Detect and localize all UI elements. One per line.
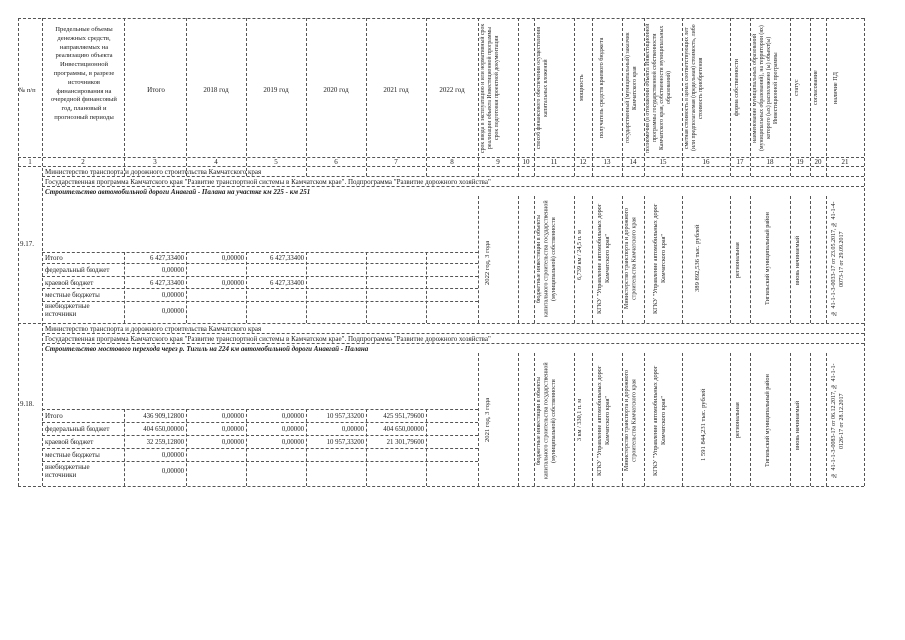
- col-border: [534, 353, 535, 486]
- column-number: 8: [450, 158, 454, 166]
- header-col-powers: полномочия (в отношении объекта Инвестиционной программы государственной собственности Камчатского края, собственности муниципальных образований): [645, 23, 672, 153]
- col-border: [730, 18, 731, 176]
- header-col-2021: 2021 год: [383, 86, 409, 94]
- object2-bottom-border: [18, 486, 864, 487]
- o1-term: 2022 год, 3 года: [484, 241, 491, 286]
- col-border: [534, 18, 535, 176]
- o2-regional-2020: 10 957,33200: [326, 439, 364, 446]
- col-border: [730, 353, 731, 486]
- col-border: [644, 196, 645, 323]
- o2-ownership: региональная: [734, 402, 741, 438]
- col-border: [810, 353, 811, 486]
- o1-customer: Министерство транспорта и дорожного строительства Камчатского края: [624, 208, 638, 310]
- o1-design: № 41-1-1-3-0033-17 от 23.05.2017, № 41-1-4-0073-17 от 29.09.2017: [831, 201, 845, 317]
- column-number: 20: [814, 158, 822, 166]
- o1-row-line: [42, 263, 478, 264]
- o2-total-2021: 425 951,79600: [383, 413, 424, 420]
- row-label-total: Итого: [45, 412, 63, 420]
- col-border: [534, 196, 535, 323]
- column-number: 17: [736, 158, 744, 166]
- o1-status: вновь начинаемый: [794, 235, 801, 285]
- o2-cost: 1 591 844,231 тыс. рублей: [700, 388, 707, 462]
- column-number: 2: [81, 158, 85, 166]
- o2-powers: КГКУ "Управление автомобильных дорог Камчатского края": [652, 365, 667, 477]
- o1-regional-2018: 0,00000: [221, 280, 244, 287]
- header-col-ownership: форма собственности: [733, 59, 740, 117]
- col-border: [750, 353, 751, 486]
- col-border: [306, 18, 307, 176]
- object-title: Строительство мостового перехода через р. Тигиль на 224 км автомобильной дороги Анавгай - Палана: [45, 345, 369, 353]
- o2-federal-2019: 0,00000: [281, 426, 304, 433]
- column-number: 9: [496, 158, 500, 166]
- column-number: 10: [522, 158, 530, 166]
- col-border: [790, 18, 791, 176]
- o2-municipality: Тигильский муниципальный район: [764, 374, 771, 468]
- ministry-heading: Министерство транспорта и дорожного строительства Камчатского края: [45, 325, 262, 333]
- row-label-extrabudget: внебюджетные источники: [45, 302, 90, 318]
- o2-design: № 41-1-1-3-0083-17 от 06.12.2017, № 41-1-1-0126-17 от 28.12.2017: [831, 363, 845, 479]
- col-border: [574, 18, 575, 176]
- col-border: [124, 18, 125, 176]
- column-number: 12: [579, 158, 587, 166]
- col-border: [730, 196, 731, 323]
- o1-finance: бюджетные инвестиции в объекты капитального строительства государственной (муниципальной) собственности: [536, 200, 557, 318]
- header-col-recipient: получатель средств краевого бюджета: [598, 37, 605, 139]
- col-border: [592, 353, 593, 486]
- column-number: 4: [214, 158, 218, 166]
- o1-municipality: Тигильский муниципальный район: [764, 212, 771, 306]
- object-number: 9.18.: [20, 400, 34, 408]
- o1-regional-total: 6 427,33400: [150, 280, 184, 287]
- o2-total-2018: 0,00000: [221, 413, 244, 420]
- o2-total-2019: 0,00000: [281, 413, 304, 420]
- o1-total-2019: 6 427,33400: [270, 255, 304, 262]
- o1-total-total: 6 427,33400: [150, 255, 184, 262]
- o2-extra-total: 0,00000: [161, 468, 184, 475]
- o2-federal-2021: 404 650,00000: [383, 426, 424, 433]
- o1-row-line: [42, 276, 478, 277]
- column-number: 16: [702, 158, 710, 166]
- header-col-capacity: мощность: [578, 74, 585, 102]
- o1-ownership: региональная: [734, 242, 741, 278]
- col-border: [790, 196, 791, 323]
- column-number: 14: [629, 158, 637, 166]
- col-border: [826, 18, 827, 176]
- header-col-2020: 2020 год: [323, 86, 349, 94]
- col-border: [574, 353, 575, 486]
- column-number: 19: [796, 158, 804, 166]
- o2-total-total: 436 909,12800: [143, 413, 184, 420]
- col-border: [518, 353, 519, 486]
- row-label-regional: краевой бюджет: [45, 279, 94, 287]
- row-label-extrabudget: внебюджетные источники: [45, 463, 90, 479]
- o2-term: 2021 год, 3 года: [484, 398, 491, 443]
- col-border: [810, 18, 811, 176]
- o2-total-2020: 10 957,33200: [326, 413, 364, 420]
- header-col-status: статус: [793, 79, 800, 97]
- o1-extra-total: 0,00000: [161, 308, 184, 315]
- col-border: [426, 18, 427, 176]
- o1-total-2018: 0,00000: [221, 255, 244, 262]
- o1-cost: 389 892,536 тыс. рублей: [694, 224, 701, 292]
- o2-customer: Министерство транспорта и дорожного строительства Камчатского края: [624, 370, 638, 472]
- col-border: [790, 353, 791, 486]
- col-border: [426, 252, 427, 323]
- col-border: [366, 252, 367, 323]
- col-border: [682, 18, 683, 176]
- o1-row-line: [42, 288, 478, 289]
- object1-bottom-border: [18, 323, 864, 324]
- column-number: 13: [603, 158, 611, 166]
- o2-status: вновь начинаемый: [794, 400, 801, 450]
- column-number: 7: [394, 158, 398, 166]
- column-number: 1: [28, 158, 32, 166]
- o2-regional-total: 32 259,12800: [146, 439, 184, 446]
- o2-federal-2020: 0,00000: [341, 426, 364, 433]
- col-border: [426, 409, 427, 486]
- o1-capacity: 6,739 км / 24,5 п. м: [576, 230, 583, 280]
- col-border: [246, 18, 247, 176]
- header-col-approval: согласование: [812, 70, 819, 106]
- col-border: [518, 18, 519, 176]
- o1-powers: КГКУ "Управление автомобильных дорог Камчатского края": [652, 203, 667, 315]
- column-number: 6: [334, 158, 338, 166]
- col-border: [644, 353, 645, 486]
- o1-federal-total: 0,00000: [161, 267, 184, 274]
- header-col-design: наличие ПД: [832, 72, 839, 104]
- o2-regional-2021: 21 301,79600: [386, 439, 424, 446]
- col-border: [750, 18, 751, 176]
- col-border: [622, 18, 623, 176]
- col-border: [518, 196, 519, 323]
- col-border: [864, 18, 865, 486]
- row-label-total: Итого: [45, 254, 63, 262]
- col-border: [750, 196, 751, 323]
- col-border: [478, 196, 479, 323]
- o1-recipient: КГКУ "Управление автомобильных дорог Камчатского края": [596, 203, 611, 315]
- o2-finance: бюджетные инвестиции в объекты капитального строительства государственной (муниципальной) собственности: [536, 362, 557, 480]
- col-border: [826, 196, 827, 323]
- column-number: 18: [766, 158, 774, 166]
- row-label-federal: федеральный бюджет: [45, 425, 110, 433]
- row-label-local: местные бюджеты: [45, 291, 100, 299]
- column-number: 11: [550, 158, 558, 166]
- row-label-regional: краевой бюджет: [45, 438, 94, 446]
- o2-row-line: [42, 422, 478, 423]
- header-col-total: Итого: [147, 86, 165, 94]
- col-border: [574, 196, 575, 323]
- program-heading: Государственная программа Камчатского края "Развитие транспортной системы в Камчатском крае". Подпрограмма "Развитие дорожного хозяйства": [45, 335, 491, 343]
- o2-recipient: КГКУ "Управление автомобильных дорог Камчатского края": [596, 365, 611, 477]
- header-col-2019: 2019 год: [263, 86, 289, 94]
- o1-row-line: [42, 252, 478, 253]
- object-number: 9.17.: [20, 240, 34, 248]
- col-border: [682, 353, 683, 486]
- col-border: [306, 252, 307, 323]
- o2-row-line: [42, 461, 478, 462]
- row-label-local: местные бюджеты: [45, 451, 100, 459]
- column-number: 3: [153, 158, 157, 166]
- header-col-2018: 2018 год: [203, 86, 229, 94]
- column-number: 15: [659, 158, 667, 166]
- col-border: [592, 18, 593, 176]
- o2-row-line: [42, 448, 478, 449]
- ministry-heading: Министерство транспорта и дорожного строительства Камчатского края: [45, 168, 262, 176]
- o2-local-total: 0,00000: [161, 452, 184, 459]
- o2-federal-2018: 0,00000: [221, 426, 244, 433]
- object-title: Строительство автомобильной дороги Анавгай - Палана на участке км 225 - км 251: [45, 188, 311, 196]
- col-border: [186, 18, 187, 176]
- col-border: [478, 18, 479, 176]
- col-border: [622, 353, 623, 486]
- header-col-no: № п/п: [19, 87, 36, 94]
- header-col-finance-method: способ финансового обеспечения осуществления капитальных вложений: [536, 27, 549, 149]
- o1-regional-2019: 6 427,33400: [270, 280, 304, 287]
- o2-capacity: 3 км / 330,1 п. м: [576, 398, 583, 442]
- table-top-border: [18, 18, 864, 19]
- header-col-customer: государственный (муниципальный) заказчик Камчатского края: [625, 32, 638, 144]
- col-border: [622, 196, 623, 323]
- col-border: [682, 196, 683, 323]
- o2-row-line: [42, 435, 478, 436]
- col-border: [826, 353, 827, 486]
- header-col-term: срок ввода в эксплуатацию и или нормативный срок реализации объекта Инвестиционной программы срок подготовки проектной документации: [480, 23, 500, 153]
- column-number: 21: [841, 158, 849, 166]
- o2-regional-2019: 0,00000: [281, 439, 304, 446]
- col-border: [478, 353, 479, 486]
- header-col-municipality: наименование муниципальных образований (муниципальных образований), на территории (ях) которого (ых) расположено (ы) объект(ы) Инвестиционной программы: [752, 25, 779, 151]
- o2-row-line: [42, 409, 478, 410]
- o1-local-total: 0,00000: [161, 292, 184, 299]
- header-col-limits: Предельные объемы денежных средств, направляемых на реализацию объекта Инвестиционной программы, в разрезе источников финансирования на очередной финансовый год, плановый и прогнозный периоды: [51, 26, 117, 121]
- o2-regional-2018: 0,00000: [221, 439, 244, 446]
- program-heading: Государственная программа Камчатского края "Развитие транспортной системы в Камчатском крае". Подпрограмма "Развитие дорожного хозяйства": [45, 178, 491, 186]
- header-col-estimated-cost: сметная стоимость в ценах соответствующих лет (или предполагаемая (предельная) стоимость, либо стоимость приобретения: [684, 24, 704, 152]
- row-label-federal: федеральный бюджет: [45, 266, 110, 274]
- col-border: [592, 196, 593, 323]
- column-number: 5: [274, 158, 278, 166]
- header-col-2022: 2022 год: [439, 86, 465, 94]
- col-border: [366, 18, 367, 176]
- col-border: [810, 196, 811, 323]
- o2-federal-total: 404 650,00000: [143, 426, 184, 433]
